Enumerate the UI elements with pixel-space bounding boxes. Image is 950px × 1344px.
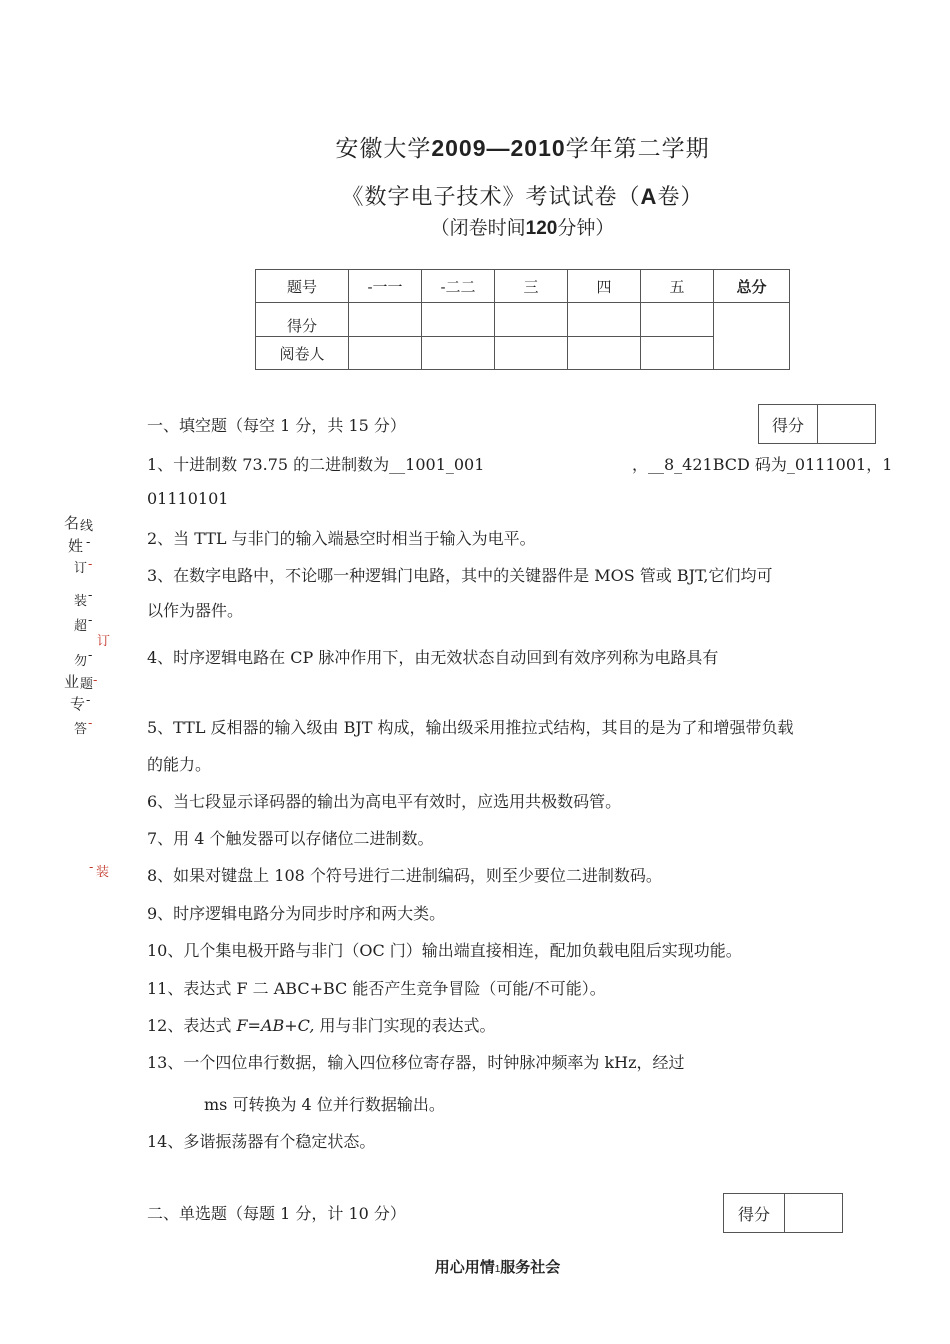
question-3b: 以作为器件。 (147, 601, 244, 620)
score-cell[interactable] (349, 303, 422, 337)
grader-cell[interactable] (422, 337, 495, 370)
question-6: 6、当七段显示译码器的输出为高电平有效时，应选用共极数码管。 (147, 792, 622, 811)
question-10: 10、几个集电极开路与非门（OC 门）输出端直接相连，配加负载电阻后实现功能。 (147, 941, 742, 960)
score-table-header-row (256, 270, 790, 303)
margin-char-ding-red: 订 (97, 634, 111, 649)
question-5a: 5、TTL 反相器的输入级由 BJT 构成，输出级采用推拉式结构，其目的是为了和增强带负载 (147, 718, 794, 737)
margin-char-chao: 超 (74, 619, 88, 634)
margin-dash: - (88, 716, 93, 731)
score-box-label: 得分 (759, 405, 818, 443)
section2-score-box (723, 1193, 843, 1233)
question-8: 8、如果对键盘上 108 个符号进行二进制编码，则至少要位二进制数码。 (147, 866, 662, 885)
question-11: 11、表达式 F 二 ABC+BC 能否产生竞争冒险（可能/不可能）。 (147, 979, 606, 998)
margin-dash: - (88, 588, 93, 603)
table-header: 三 (495, 270, 568, 303)
question-1c: 01110101 (147, 489, 229, 508)
margin-char-zhuang-red: 装 (96, 865, 110, 880)
grader-cell[interactable] (568, 337, 641, 370)
section1-title: 一、填空题（每空 1 分，共 15 分） (147, 416, 406, 435)
question-12: 12、表达式 F=AB+C, 用与非门实现的表达式。 (147, 1016, 496, 1035)
margin-char-ding: 订 (74, 561, 88, 576)
table-header: 四 (568, 270, 641, 303)
grader-cell[interactable] (495, 337, 568, 370)
table-header: 题号 (256, 270, 349, 303)
section2-title: 二、单选题（每题 1 分，计 10 分） (147, 1204, 406, 1223)
score-row (256, 303, 790, 337)
score-cell[interactable] (495, 303, 568, 337)
section1-score-box (758, 404, 876, 444)
margin-dash: - (93, 673, 98, 688)
table-header-total: 总分 (714, 270, 790, 303)
question-13b: ms 可转换为 4 位并行数据输出。 (204, 1095, 445, 1114)
margin-dash: - (89, 860, 94, 875)
question-4: 4、时序逻辑电路在 CP 脉冲作用下，由无效状态自动回到有效序列称为电路具有 (147, 648, 719, 667)
grader-row (256, 337, 790, 370)
question-5b: 的能力。 (147, 755, 212, 774)
margin-char-da: 答 (74, 722, 88, 737)
score-table (255, 269, 790, 370)
exam-duration: （闭卷时间120分钟） (430, 217, 615, 239)
row-label-grader: 阅卷人 (256, 337, 349, 370)
question-7: 7、用 4 个触发器可以存储位二进制数。 (147, 829, 434, 848)
page-footer: 用心用情1服务社会 (434, 1259, 561, 1276)
question-2: 2、当 TTL 与非门的输入端悬空时相当于输入为电平。 (147, 529, 536, 548)
margin-dash: - (86, 693, 91, 708)
total-score-cell[interactable] (714, 303, 790, 370)
margin-char-zhuan: 专 (70, 696, 86, 713)
question-9: 9、时序逻辑电路分为同步时序和两大类。 (147, 904, 446, 923)
margin-dash: - (88, 557, 93, 572)
table-header: -二二 (422, 270, 495, 303)
score-cell[interactable] (568, 303, 641, 337)
table-header: 五 (641, 270, 714, 303)
score-box-label: 得分 (724, 1194, 785, 1232)
page-number: 1 (494, 1264, 501, 1275)
margin-char-xian: 线 (80, 519, 94, 534)
margin-char-ti: 题 (80, 677, 94, 692)
row-label-score: 得分 (256, 303, 349, 337)
question-14: 14、多谐振荡器有个稳定状态。 (147, 1132, 376, 1151)
margin-dash: - (88, 648, 93, 663)
margin-char-ming: 名 (64, 515, 80, 532)
question-1a: 1、十进制数 73.75 的二进制数为__1001_001 (147, 455, 485, 474)
exam-title: 安徽大学2009—2010学年第二学期 (335, 135, 710, 162)
score-cell[interactable] (422, 303, 495, 337)
margin-dash: - (86, 535, 91, 550)
score-box-input[interactable] (818, 405, 875, 443)
table-header: -一一 (349, 270, 422, 303)
margin-char-ye: 业 (64, 674, 80, 691)
grader-cell[interactable] (349, 337, 422, 370)
question-13a: 13、一个四位串行数据，输入四位移位寄存器，时钟脉冲频率为 kHz，经过 (147, 1053, 685, 1072)
grader-cell[interactable] (641, 337, 714, 370)
question-3a: 3、在数字电路中，不论哪一种逻辑门电路，其中的关键器件是 MOS 管或 BJT,它们均可 (147, 566, 773, 585)
margin-char-wu: 勿 (74, 654, 88, 669)
exam-name: 《数字电子技术》考试试卷（A卷） (341, 184, 704, 210)
score-cell[interactable] (641, 303, 714, 337)
margin-dash: - (88, 613, 93, 628)
score-box-input[interactable] (785, 1194, 842, 1232)
question-1b: ，__8_421BCD 码为_0111001，1 (632, 455, 893, 474)
margin-char-zhuang: 装 (74, 594, 88, 609)
margin-char-xing: 姓 (68, 538, 84, 555)
